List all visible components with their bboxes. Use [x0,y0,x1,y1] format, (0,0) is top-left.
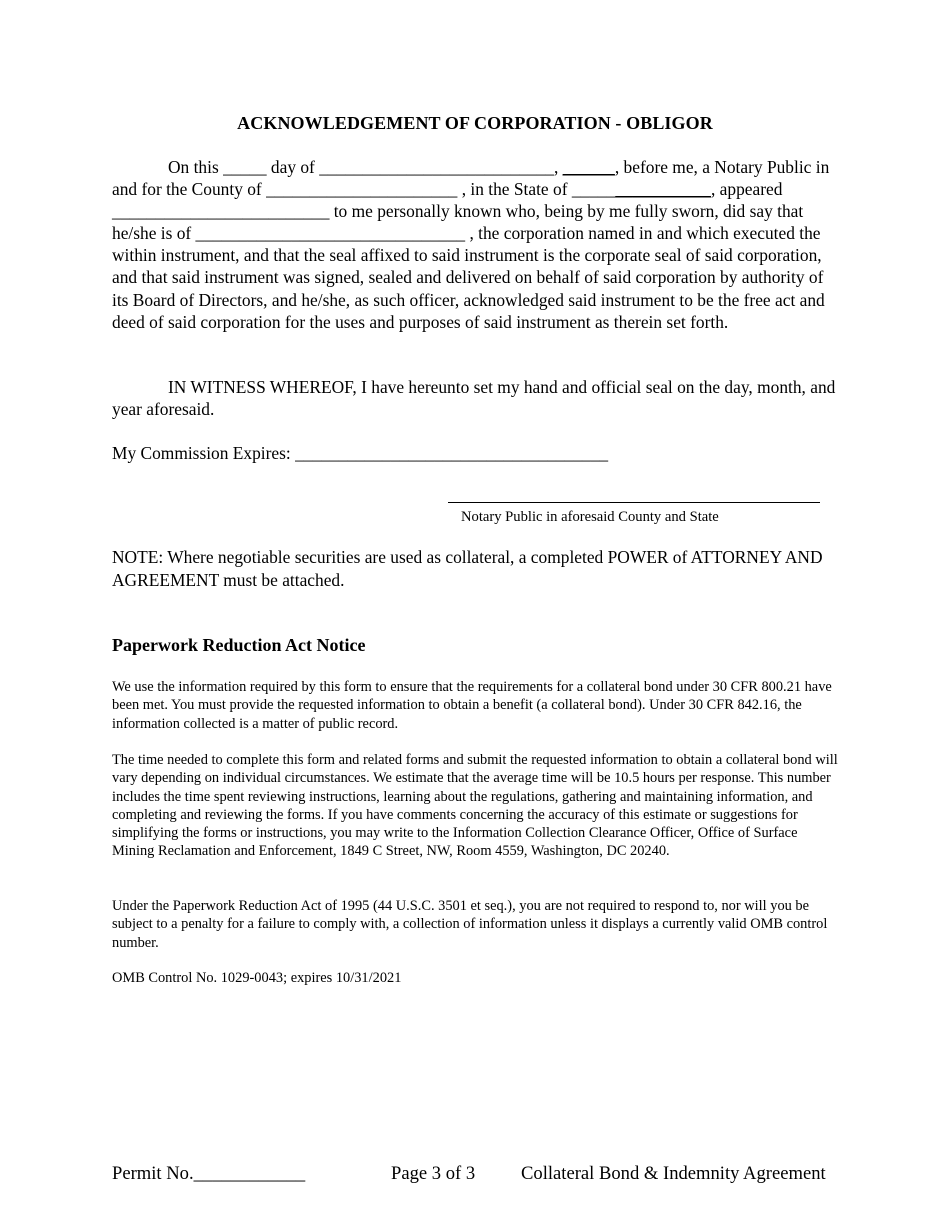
witness-text: IN WITNESS WHEREOF, I have hereunto set my hand and official seal on the day, month, and year aforesaid. [112,377,836,420]
commission-expires-line: My Commission Expires: ____________________________________ [112,443,609,463]
pra-paragraph: We use the information required by this form to ensure that the requirements for a collateral bond under 30 CFR 800.21 have been met. You must provide the requested information to obtain a benefit (a collateral bond). Under 30 CFR 842.16, the information collected is a matter of public record. [112,679,832,732]
acknowledgement-text-1: On this _____ day of ___________________________, [168,157,563,177]
acknowledgement-paragraph [112,156,840,333]
acknowledgement-year-blank: ______ [562,157,615,177]
page-title: ACKNOWLEDGEMENT OF CORPORATION - OBLIGOR [237,113,713,133]
footer-permit-number: Permit No.____________ [112,1163,306,1184]
omb-control-number: OMB Control No. 1029-0043; expires 10/31/2021 [112,970,402,986]
witness-paragraph [112,376,840,420]
acknowledgement-text-3: , appeared _________________________ to me personally known who, being by me fully sworn, did say that he/she is of _______________________________ , the corporation named in and which executed the within instrument, and that the seal affixed to said instrument is the corporate seal of said corporation, and that said instrument was signed, sealed and delivered on behalf of said corporation by authority of its Board of Directors, and he/she, as such officer, acknowledged said instrument to be the free act and deed of said corporation for the uses and purposes of said instrument as therein set forth. [112,179,825,332]
acknowledgement-text-2: , before me, a Notary Public in and for the County of ______________________ , in the State of _____ [112,157,830,200]
footer-form-title: Collateral Bond & Indemnity Agreement [521,1163,826,1184]
acknowledgement-state-blank: ___________ [615,179,711,200]
footer-page-number: Page 3 of 3 [391,1163,476,1184]
pra-paragraph: The time needed to complete this form and related forms and submit the requested information to obtain a collateral bond will vary depending on individual circumstances. We estimate that the average time will be 10.5 hours per response. This number includes the time spent reviewing instructions, learning about the regulations, gathering and maintaining information, and completing and reviewing the forms. If you have comments concerning the accuracy of this estimate or suggestions for simplifying the forms or instructions, you may write to the Information Collection Clearance Officer, Office of Surface Mining Reclamation and Enforcement, 1849 C Street, NW, Room 4559, Washington, DC 20240. [112,752,838,860]
pra-paragraph: Under the Paperwork Reduction Act of 1995 (44 U.S.C. 3501 et seq.), you are not required to respond to, nor will you be subject to a penalty for a failure to comply with, a collection of information unless it displays a currently valid OMB control number. [112,898,828,951]
notary-signature-line [448,502,820,503]
collateral-note: NOTE: Where negotiable securities are used as collateral, a completed POWER of ATTORNEY AND AGREEMENT must be attached. [112,547,823,590]
pra-heading: Paperwork Reduction Act Notice [112,635,366,655]
notary-signature-caption: Notary Public in aforesaid County and State [461,509,719,525]
